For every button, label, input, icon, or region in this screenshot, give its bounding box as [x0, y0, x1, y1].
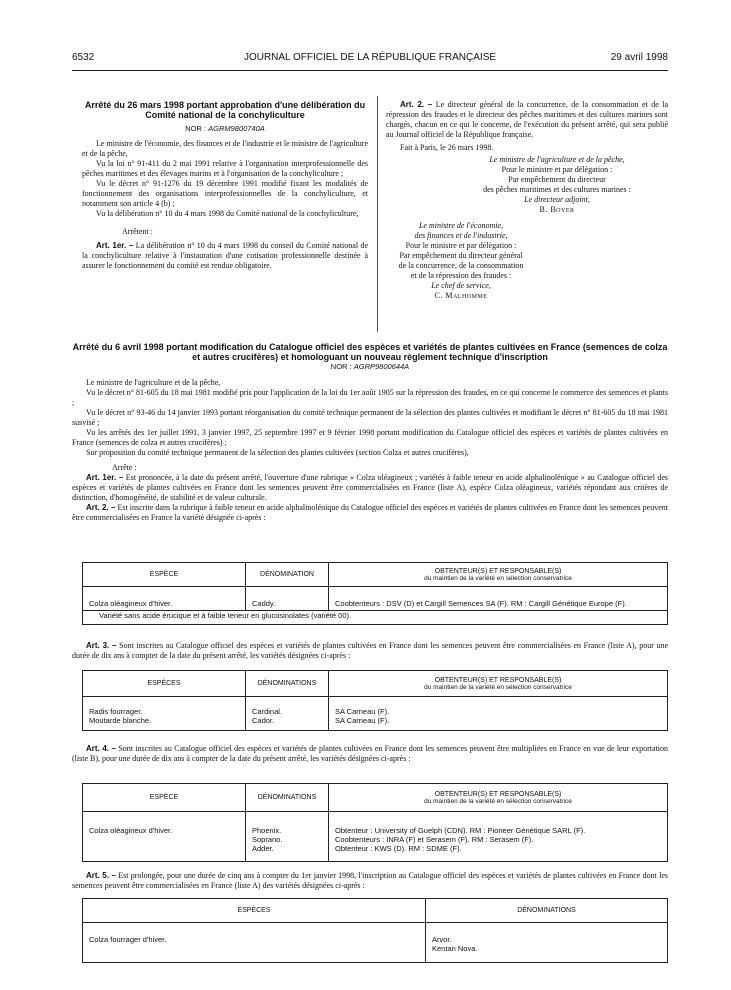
fait-a: Fait à Paris, le 26 mars 1998. — [400, 143, 494, 152]
column-header: OBTENTEUR(S) ET RESPONSABLE(S) du maintien de la variété en sélection conservatrice — [329, 563, 668, 587]
table-3 — [82, 783, 668, 862]
page-number: 6532 — [72, 52, 95, 63]
paragraph: Le ministre de l'agriculture et de la pêche, — [86, 378, 221, 387]
article-1: Art. 1er. – La délibération n° 10 du 4 mars 1998 du conseil du Comité national de la conchyliculture relative à l'instauration d'une cotisation professionnelle destinée à assurer le fonctionnement du comité est rendue obligatoire. — [82, 241, 369, 270]
paragraph: Vu la délibération n° 10 du 4 mars 1998 du Comité national de la conchyliculture, — [96, 209, 359, 218]
signature-block-2: Le ministre de l'économie, des finances et de l'industrie, Pour le ministre et par délégation : Par empêchement du directeur général de la concurrence, de la consommation et de la répression des fraudes : Le chef de service, C. Malhomme — [398, 221, 524, 300]
table-1 — [82, 562, 668, 625]
column-header: ESPÈCES — [83, 899, 426, 923]
column-header: DÉNOMINATIONS — [246, 671, 329, 697]
paragraph: Sur proposition du comité technique permanent de la sélection des plantes cultivées (section Colza et autres crucifères), — [86, 448, 469, 457]
article-5-block — [72, 871, 668, 891]
second-decree — [72, 342, 668, 523]
decree-title-2: Arrêté du 6 avril 1998 portant modification du Catalogue officiel des espèces et variétés de plantes cultivées en France (semences de colza et autres crucifères) et homologuant un nouveau règlement technique d'inscription — [72, 342, 668, 362]
article-label: Art. 2. – — [400, 100, 433, 109]
page-header — [72, 52, 668, 66]
table-row: Colza oléagineux d'hiver. Caddy. Coobtenteurs : DSV (D) et Cargill Semences SA (F). RM : Cargill Génétique Europe (F). — [83, 587, 668, 611]
column-header: ESPÈCE — [83, 784, 246, 812]
decree-title-1: Arrêté du 26 mars 1998 portant approbation d'une délibération du Comité national de la conchyliculture — [84, 100, 366, 120]
table-row: Colza oléagineux d'hiver. Phoenix. Soprano. Adder. Obtenteur : University of Guelph (CDN). RM : Pioneer Génétique SARL (F). Coobtenteurs : INRA (F) et Serasem (F). RM : Serasem (F). Obtenteur : KWS (D). RM : SDME (F). — [83, 812, 668, 862]
article-5: Art. 5. – Est prolongée, pour une durée de cinq ans à compter du 1er janvier 1998, l'inscription au Catalogue officiel des espèces et variétés de plantes cultivées en France dont les semences peuvent être commercialisées en France (liste A) des variétés désignées ci-après : — [72, 871, 669, 890]
column-header: OBTENTEUR(S) ET RESPONSABLE(S) du maintien de la variété en sélection conservatrice — [329, 784, 668, 812]
table-4 — [82, 898, 668, 963]
column-divider — [377, 96, 378, 332]
journal-title: JOURNAL OFFICIEL DE LA RÉPUBLIQUE FRANÇAISE — [243, 52, 497, 63]
article-label: Art. 2. – — [86, 503, 116, 512]
table-2 — [82, 670, 668, 731]
paragraph: Vu les arrêtés des 1er juillet 1991, 3 janvier 1997, 25 septembre 1997 et 9 février 1998 portant modification du Catalogue officiel des espèces et variétés de plantes cultivées en France (semences de colza et autres crucifères) ; — [72, 428, 668, 447]
article-3-block — [72, 641, 668, 661]
table-row: Radis fourrager. Moutarde blanche. Cardinal. Cador. SA Carneau (F). SA Carneau (F). — [83, 697, 668, 731]
paragraph: Vu le décret n° 93-46 du 14 janvier 1993 portant réorganisation du comité technique permanent de la sélection des plantes cultivées et modifiant le décret n° 81-605 du 18 mai 1981 susvisé ; — [72, 408, 668, 427]
article-1: Art. 1er. – Est prononcée, à la date du présent arrêté, l'ouverture d'une rubrique « Colza oléagineux ; variétés à faible teneur en acide alphalinolénique » au Catalogue officiel des espèces et variétés de plantes cultivées en France dont les semences peuvent être commercialisées en France (liste A), espèce Colza oléagineux, variétés répondant aux critères de distinction, d'homogénéité, de stabilité et de valeur culturale. — [72, 473, 669, 502]
column-header: DÉNOMINATIONS — [426, 899, 668, 923]
article-label: Art. 1er. – — [96, 241, 134, 250]
article-3: Art. 3. – Sont inscrites au Catalogue officiel des espèces et variétés de plantes cultivées en France dont les semences peuvent être commercialisées en France (liste A), pour une durée de dix ans à compter de la date du présent arrêté, les variétés désignées ci-après : — [72, 641, 669, 660]
column-header: ESPÈCE — [83, 563, 246, 587]
column-header: DÉNOMINATIONS — [246, 784, 329, 812]
paragraph: Vu la loi n° 91-411 du 2 mai 1991 relative à l'organisation interprofessionnelle des pêches maritimes et des élevages marins et à l'organisation de la conchyliculture ; — [82, 159, 368, 178]
column-header: ESPÈCES — [83, 671, 246, 697]
paragraph: Le ministre de l'économie, des finances et de l'industrie et le ministre de l'agriculture et de la pêche, — [82, 139, 368, 158]
issue-date: 29 avril 1998 — [610, 52, 668, 63]
left-column — [82, 100, 368, 271]
article-4-block — [72, 744, 668, 764]
article-2: Art. 2. – Le directeur général de la concurrence, de la consommation et de la répression des fraudes et le directeur des pêches maritimes et des cultures marines sont chargés, chacun en ce qui le concerne, de l'exécution du présent arrêté, qui sera publié au Journal officiel de la République française. — [386, 100, 668, 139]
article-label: Art. 1er. – — [86, 473, 124, 482]
column-header: OBTENTEUR(S) ET RESPONSABLE(S) du maintien de la variété en sélection conservatrice — [329, 671, 668, 697]
header-rule — [72, 70, 668, 71]
nor-reference-1: NOR : AGRM9800740A — [185, 124, 265, 133]
arretent: Arrêtent : — [122, 227, 153, 236]
signature-block-1: Le ministre de l'agriculture et de la pêche, Pour le ministre et par délégation : Par empêchement du directeur des pêches maritimes et des cultures marines : Le directeur adjoint, B. Boyer — [483, 155, 631, 214]
article-label: Art. 5. – — [86, 871, 116, 880]
article-2: Art. 2. – Est inscrite dans la rubrique à faible teneur en acide alphalinolénique du Catalogue officiel des espèces et variétés de plantes cultivées en France dont les semences peuvent être commercialisées en France la variété désignée ci-après : — [72, 503, 669, 522]
table-note-row: Variété sans acide érucique et à faible teneur en glucosinolates (variété 00). — [83, 611, 668, 625]
right-column — [386, 100, 668, 301]
article-label: Art. 3. – — [86, 641, 117, 650]
table-row: Colza fourrager d'hiver. Arvor. Kentan Nova. — [83, 923, 668, 963]
article-4: Art. 4. – Sont inscrites au Catalogue officiel des espèces et variétés de plantes cultivées en France dont les semences peuvent être multipliées en France en vue de leur exportation (liste B), pour une durée de dix ans à compter de la date du présent arrêté, les variétés désignées ci-après : — [72, 744, 669, 763]
nor-reference-2: NOR : AGRP9800644A — [330, 362, 410, 371]
column-header: DÉNOMINATION — [246, 563, 329, 587]
paragraph: Vu le décret n° 91-1276 du 19 décembre 1991 modifié fixant les modalités de fonctionnement des organisations interprofessionnelles de la conchyliculture, et notamment son article 4 (b) ; — [82, 179, 368, 208]
article-label: Art. 4. – — [86, 744, 116, 753]
paragraph: Vu le décret n° 81-605 du 18 mai 1981 modifié pris pour l'application de la loi du 1er août 1905 sur la répression des fraudes, en ce qui concerne le commerce des semences et plants ; — [72, 388, 668, 407]
arrete: Arrête : — [112, 463, 137, 472]
